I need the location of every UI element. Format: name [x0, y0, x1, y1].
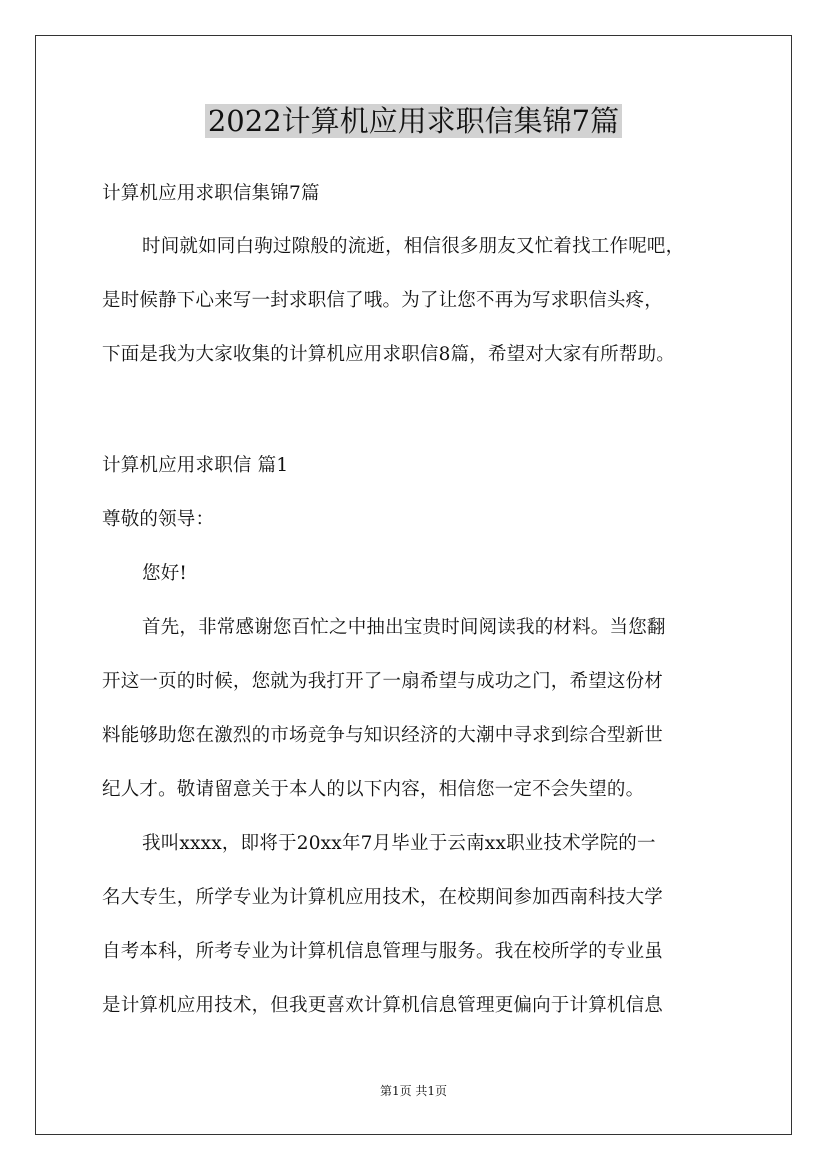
paragraph-line: 自考本科，所考专业为计算机信息管理与服务。我在校所学的专业虽	[102, 941, 664, 962]
greeting: 您好!	[142, 563, 188, 584]
paragraph-line: 是计算机应用技术，但我更喜欢计算机信息管理更偏向于计算机信息	[102, 995, 664, 1016]
paragraph-line: 料能够助您在激烈的市场竞争与知识经济的大潮中寻求到综合型新世	[102, 725, 664, 746]
paragraph-line: 时间就如同白驹过隙般的流逝，相信很多朋友又忙着找工作呢吧，	[142, 236, 685, 257]
paragraph-line: 我叫xxxx，即将于20xx年7月毕业于云南xx职业技术学院的一	[142, 833, 656, 854]
paragraph-line: 纪人才。敬请留意关于本人的以下内容，相信您一定不会失望的。	[102, 779, 645, 800]
paragraph-line: 下面是我为大家收集的计算机应用求职信8篇，希望对大家有所帮助。	[102, 344, 675, 365]
paragraph-line: 首先，非常感谢您百忙之中抽出宝贵时间阅读我的材料。当您翻	[142, 617, 666, 638]
document-title-text: 2022计算机应用求职信集锦7篇	[205, 104, 622, 138]
paragraph-line: 开这一页的时候，您就为我打开了一扇希望与成功之门，希望这份材	[102, 671, 664, 692]
page-footer: 第1页 共1页	[379, 1084, 448, 1098]
paragraph-line: 是时候静下心来写一封求职信了哦。为了让您不再为写求职信头疼，	[102, 290, 664, 311]
salutation: 尊敬的领导：	[102, 509, 215, 530]
section-heading: 计算机应用求职信 篇1	[102, 455, 289, 476]
paragraph-line: 名大专生，所学专业为计算机应用技术，在校期间参加西南科技大学	[102, 887, 664, 908]
document-title	[0, 101, 827, 141]
subtitle-line: 计算机应用求职信集锦7篇	[102, 183, 320, 204]
